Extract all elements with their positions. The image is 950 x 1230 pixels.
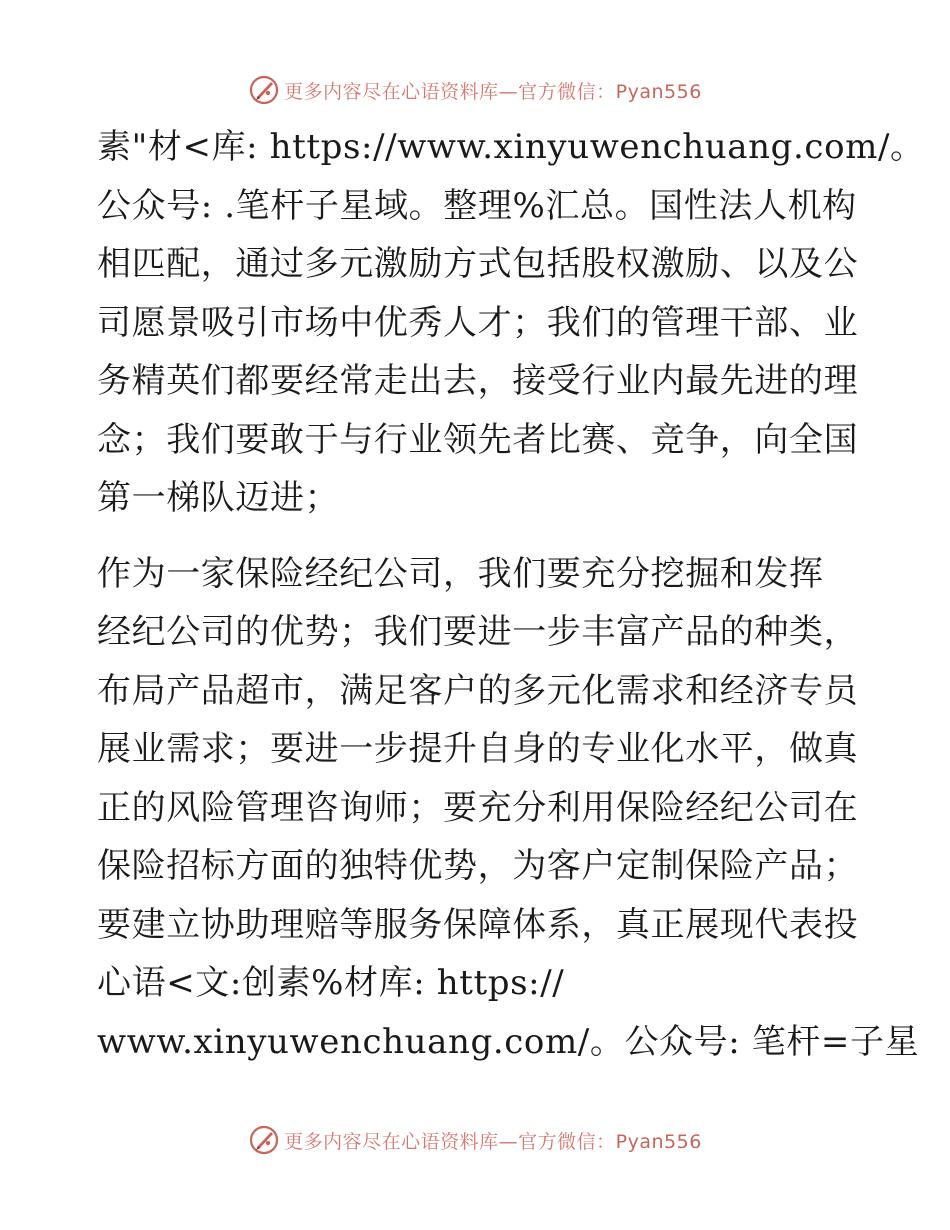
text-line: 保险招标方面的独特优势，为客户定制保险产品； [97,846,859,886]
footer-banner [0,1120,950,1160]
text-line: 作为一家保险经纪公司，我们要充分挖掘和发挥 [97,553,824,594]
text-line: www.xinyuwenchuang.com/。公众号: 笔杆=子星 [97,1021,920,1062]
text-line: 要建立协助理赔等服务保障体系，真正展现代表投 [97,904,859,945]
text-line: 经纪公司的优势；我们要进一步丰富产品的种类， [97,612,859,652]
text-line: 布局产品超市，满足客户的多元化需求和经济专员 [97,670,859,711]
text-line: 相匹配，通过多元激励方式包括股权激励、以及公 [97,244,859,284]
quill-pen-logo-icon [248,74,280,106]
text-line: 素"材<库: https://www.xinyuwenchuang.com/。 [97,127,925,167]
wechat-id: Pyan556 [615,80,702,103]
text-line: 念；我们要敢于与行业领先者比赛、竞争，向全国 [97,419,859,460]
banner-text: 更多内容尽在心语资料库—官方微信：Pyan556 [284,1130,702,1153]
text-line: 正的风险管理咨询师；要充分利用保险经纪公司在 [97,787,859,828]
paragraph-1 [97,118,925,528]
text-line: 务精英们都要经常走出去，接受行业内最先进的理 [97,361,859,401]
paragraph-2 [97,545,920,1072]
text-line: 展业需求；要进一步提升自身的专业化水平，做真 [97,729,859,769]
text-line: 司愿景吸引市场中优秀人才；我们的管理干部、业 [97,302,859,343]
quill-pen-logo-icon [248,1124,280,1156]
wechat-id: Pyan556 [615,1130,702,1153]
paragraph-spacer [97,528,857,545]
text-line: 心语<文:创素%材库: https:// [97,963,565,1003]
header-banner [0,70,950,110]
banner-text: 更多内容尽在心语资料库—官方微信：Pyan556 [284,80,702,103]
text-line: 第一梯队迈进； [97,478,340,518]
text-line: 公众号: .笔杆子星域。整理%汇总。国性法人机构 [97,185,857,226]
document-body [97,118,925,1071]
